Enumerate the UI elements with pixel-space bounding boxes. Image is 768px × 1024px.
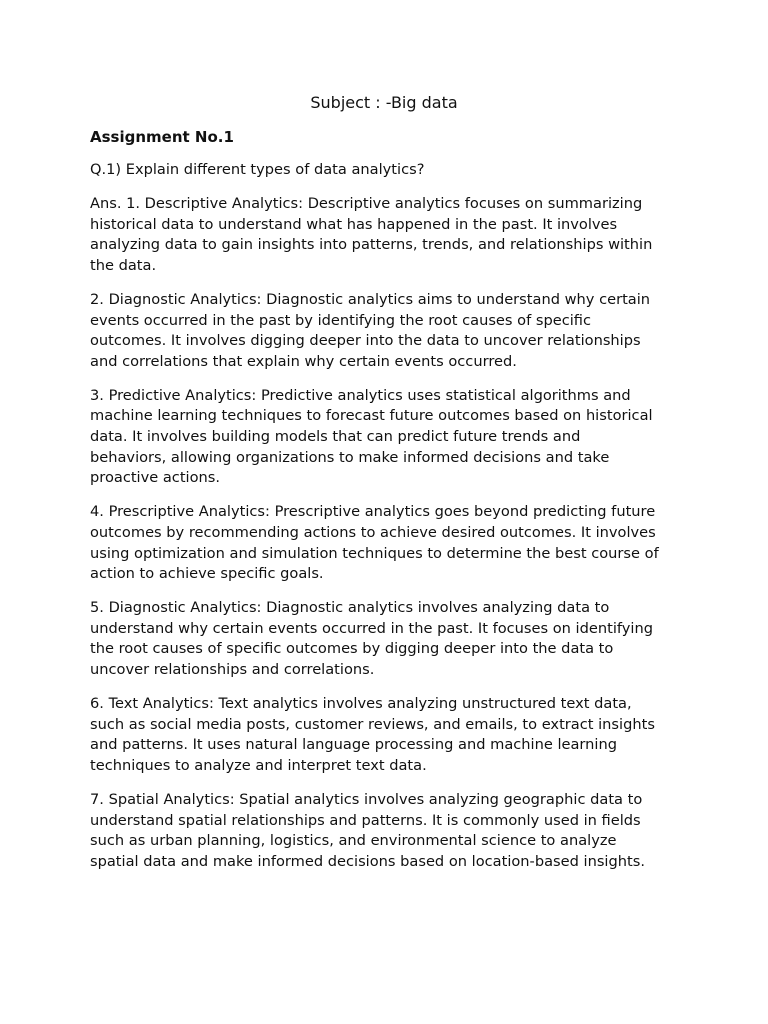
- paragraph-line: Ans. 1. Descriptive Analytics: Descriptive analytics focuses on summarizing: [90, 195, 643, 213]
- paragraph-line: historical data to understand what has happened in the past. It involves: [90, 215, 618, 233]
- paragraph-line: and patterns. It uses natural language processing and machine learning: [90, 736, 617, 754]
- paragraph-line: understand why certain events occurred in the past. It focuses on identifying: [90, 619, 653, 637]
- document-subject-heading: Subject : -Big data: [310, 93, 458, 112]
- answer-paragraph: [90, 694, 690, 776]
- answer-paragraph: [90, 290, 690, 372]
- document-page: [90, 92, 690, 886]
- paragraph-line: 5. Diagnostic Analytics: Diagnostic analytics involves analyzing data to: [90, 599, 610, 617]
- paragraph-line: 2. Diagnostic Analytics: Diagnostic analytics aims to understand why certain: [90, 290, 651, 308]
- paragraph-line: proactive actions.: [90, 469, 221, 487]
- paragraph-line: outcomes by recommending actions to achieve desired outcomes. It involves: [90, 523, 656, 541]
- paragraph-line: the root causes of specific outcomes by digging deeper into the data to: [90, 640, 614, 658]
- paragraph-line: events occurred in the past by identifying the root causes of specific: [90, 311, 591, 329]
- paragraph-line: data. It involves building models that can predict future trends and: [90, 428, 581, 446]
- answer-paragraph: [90, 790, 690, 872]
- paragraph-line: uncover relationships and correlations.: [90, 660, 375, 678]
- paragraph-line: techniques to analyze and interpret text data.: [90, 756, 427, 774]
- paragraph-line: the data.: [90, 256, 157, 274]
- paragraph-line: analyzing data to gain insights into patterns, trends, and relationships within: [90, 236, 653, 254]
- paragraph-line: 4. Prescriptive Analytics: Prescriptive analytics goes beyond predicting future: [90, 503, 656, 521]
- paragraph-line: spatial data and make informed decisions based on location-based insights.: [90, 852, 645, 870]
- answer-paragraph: [90, 386, 690, 489]
- paragraph-line: 6. Text Analytics: Text analytics involves analyzing unstructured text data,: [90, 695, 632, 713]
- paragraph-line: machine learning techniques to forecast future outcomes based on historical: [90, 407, 653, 425]
- paragraph-line: understand spatial relationships and patterns. It is commonly used in fields: [90, 811, 641, 829]
- paragraph-line: using optimization and simulation techniques to determine the best course of: [90, 544, 659, 562]
- answer-paragraph: [90, 598, 690, 680]
- paragraph-line: such as social media posts, customer reviews, and emails, to extract insights: [90, 715, 655, 733]
- paragraph-line: and correlations that explain why certain events occurred.: [90, 352, 517, 370]
- paragraph-line: action to achieve specific goals.: [90, 565, 324, 583]
- question-text: Q.1) Explain different types of data analytics?: [90, 161, 425, 178]
- answer-paragraph: [90, 194, 690, 276]
- paragraph-line: behaviors, allowing organizations to make informed decisions and take: [90, 448, 610, 466]
- paragraph-line: such as urban planning, logistics, and environmental science to analyze: [90, 832, 617, 850]
- paragraph-line: 7. Spatial Analytics: Spatial analytics involves analyzing geographic data to: [90, 790, 643, 808]
- paragraph-line: 3. Predictive Analytics: Predictive analytics uses statistical algorithms and: [90, 386, 631, 404]
- answer-section: [90, 194, 690, 872]
- assignment-title: Assignment No.1: [90, 128, 234, 146]
- answer-paragraph: [90, 502, 690, 584]
- paragraph-line: outcomes. It involves digging deeper into the data to uncover relationships: [90, 332, 641, 350]
